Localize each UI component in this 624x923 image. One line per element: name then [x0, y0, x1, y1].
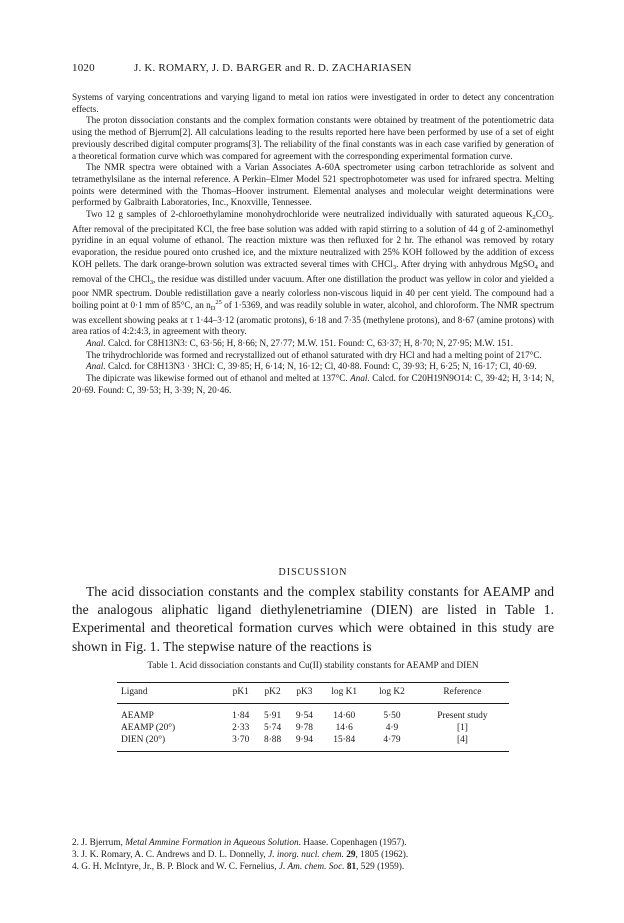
- reference-item: [72, 861, 554, 873]
- cell-pk1: 1·84: [232, 711, 250, 721]
- paragraph-concentration: Systems of varying concentrations and varying ligand to metal ion ratios were investigated in order to detect any concentration effects.: [72, 92, 554, 114]
- cell-logk2: 5·50: [383, 711, 401, 721]
- anal-label: Anal.: [86, 338, 106, 349]
- discussion-paragraph: The acid dissociation constants and the complex stability constants for AEAMP and the analogous aliphatic ligand diethylenetriamine (DIEN) are listed in Table 1. Experimental and theoretical formation curves which were obtained in this study are shown in Fig. 1. The stepwise nature of the reactions is: [72, 584, 554, 654]
- reference-journal: J. inorg. nucl. chem.: [268, 850, 344, 861]
- reference-authors: 3. J. K. Romary, A. C. Andrews and D. L. Donnelly,: [72, 850, 269, 861]
- paragraph-synthesis: Two 12 g samples of 2-chloroethylamine monohydrochloride were neutralized individually with saturated aqueous $K_2CO_3$. After removal of the precipitated KCl, the free base solution was added with rapid stirring to a solution of 44 g of 2-aminomethyl pyridine in an equal volume of ethanol. The reaction mixture was then refluxed for 2 hr. The ethanol was removed by rotary evaporation, the residue poured onto crushed ice, and the mixture neutralized with 25% KOH followed by the addition of excess KOH pellets. The dark orange-brown solution was extracted several times with CHCl$_3$. After drying with anhydrous MgSO$_4$ and removal of the CHCl$_3$, the residue was distilled under vacuum. After one distillation the product was yellow in color and yielded a poor NMR spectrum. Double redistillation gave a nearly colorless non-viscous liquid in 40 per cent yield. The compound had a boiling point at 0·1 mm of 85°C, an $n_D^{25}$ of 1·5369, and was readily soluble in water, alcohol, and chloroform. The NMR spectrum was excellent showing peaks at τ 1·44–3·12 (aromatic protons), 6·18 and 7·35 (methylene protons), and 8·67 (amine protons) with area ratios of 4:2:4:3, in agreement with theory.: [72, 209, 555, 337]
- col-header-reference: Reference: [416, 683, 509, 704]
- anal-label: Anal.: [350, 373, 370, 384]
- reference-details: . Haase. Copenhagen (1957).: [298, 838, 407, 848]
- cell-reference: [4]: [416, 735, 509, 752]
- reference-authors: 2. J. Bjerrum,: [72, 838, 126, 848]
- cell-pk3: 9·94: [288, 735, 320, 752]
- cell-pk3: 9·54: [295, 711, 313, 721]
- cell-logk1: 14·6: [335, 722, 353, 733]
- synthesis-text-4: . After drying with anhydrous MgSO: [396, 258, 535, 269]
- reference-volume: 29: [343, 850, 356, 861]
- cell-logk2: 4·9: [385, 722, 399, 733]
- reference-details: , 529 (1959).: [356, 862, 405, 873]
- cell-reference: Present study: [437, 711, 488, 721]
- table-caption: Table 1. Acid dissociation constants and Cu(II) stability constants for AEAMP and DIEN: [147, 661, 479, 671]
- constants-table: [117, 682, 509, 752]
- anal-text: Calcd. for C8H13N3: C, 63·56; H, 8·66; N, 27·77; M.W. 151. Found: C, 63·37; H, 8·70; N, 27·95; M.W. 151.: [105, 338, 514, 349]
- paragraph-trihydrochloride: The trihydrochloride was formed and recrystallized out of ethanol saturated with dry HCl and had a melting point of 217°C.: [86, 349, 542, 360]
- col-header-logk2: log K2: [368, 683, 416, 704]
- reference-authors: 4. G. H. McIntyre, Jr., B. P. Block and W. C. Fernelius,: [72, 862, 279, 873]
- synthesis-text-6: , the residue was distilled under vacuum. After one distillation the product was yellow in color and yielded a poor NMR spectrum. Double redistillation gave a nearly colorless non-viscous liquid in 40 per cent yield. The compound had a boiling point at 0·1 mm of 85°C, an n: [72, 273, 554, 310]
- paragraph-instruments: The NMR spectra were obtained with a Varian Associates A-60A spectrometer using carbon tetrachloride as solvent and tetramethylsilane as the internal reference. A Perkin–Elmer Model 521 spectrophotometer was used for infrared spectra. Melting points were determined with the Thomas–Hoover instrument. Elemental analyses and molecular weight determinations were performed by Galbraith Laboratories, Inc., Knoxville, Tennessee.: [72, 162, 554, 208]
- col-header-pk3: pK3: [288, 683, 320, 704]
- cell-ligand: AEAMP (20°): [121, 722, 176, 733]
- cell-ligand: DIEN (20°): [117, 735, 225, 752]
- cell-pk2: 5·74: [263, 722, 282, 733]
- page-number: 1020: [72, 62, 95, 74]
- cell-pk1: 3·70: [225, 735, 257, 752]
- discussion-section: [72, 583, 554, 656]
- table-1: [117, 660, 509, 752]
- running-header: [72, 62, 554, 78]
- paragraph-analysis-hcl: [72, 361, 554, 373]
- paragraph-calculations: The proton dissociation constants and the complex formation constants were obtained by treatment of the potentiometric data using the method of Bjerrum[2]. All calculations leading to the results reported here have been performed by use of a set of eight previously described digital computer programs[3]. The reliability of the final constants was in each case varified by generation of a theoretical formation curve which was compared for agreement with the corresponding experimental formation curve.: [72, 115, 554, 161]
- table-header-row: [117, 683, 509, 704]
- col-header-pk1: pK1: [225, 683, 257, 704]
- synthesis-text-2: CO: [535, 209, 549, 220]
- reference-list: [72, 837, 554, 874]
- cell-logk1: 14·60: [333, 711, 356, 721]
- col-header-pk2: pK2: [257, 683, 289, 704]
- cell-pk2: 8·88: [257, 735, 289, 752]
- reference-volume: 81: [344, 862, 357, 873]
- synthesis-text-5: and removal of the CHCl: [72, 258, 554, 284]
- cell-ligand: AEAMP: [121, 711, 154, 721]
- reference-details: , 1805 (1962).: [355, 850, 409, 861]
- col-header-logk1: log K1: [320, 683, 368, 704]
- cell-logk2: 4·79: [368, 735, 416, 752]
- table-row: [117, 704, 509, 723]
- experimental-section: [72, 92, 554, 397]
- reference-title: Metal Ammine Formation in Aqueous Solution: [125, 838, 299, 848]
- paragraph-analysis-base: [72, 338, 554, 350]
- col-header-ligand: Ligand: [117, 683, 225, 704]
- cell-pk1: 2·33: [232, 722, 250, 733]
- reference-journal: J. Am. chem. Soc.: [278, 862, 345, 873]
- anal-label: Anal.: [86, 361, 106, 372]
- running-header-authors: J. K. ROMARY, J. D. BARGER and R. D. ZACHARIASEN: [134, 62, 412, 74]
- dipicrate-anal-text: Calcd. for C20H19N9O14: C, 39·42; H, 3·14; N, 20·69. Found: C, 39·53; H, 3·39; N, 20·46.: [72, 373, 554, 395]
- table-row: [117, 723, 509, 735]
- cell-pk3: 9·78: [295, 722, 313, 733]
- reference-item: [72, 837, 554, 849]
- synthesis-text-1: Two 12 g samples of 2-chloroethylamine monohydrochloride were neutralized individually with saturated aqueous K: [86, 209, 533, 220]
- cell-pk2: 5·91: [263, 711, 282, 721]
- table-row: [117, 735, 509, 752]
- cell-logk1: 15·84: [320, 735, 368, 752]
- dipicrate-text: The dipicrate was likewise formed out of ethanol and melted at 137°C.: [86, 373, 351, 384]
- synthesis-text-3: . After removal of the precipitated KCl, the free base solution was added with rapid stirring to a solution of 44 g of 2-aminomethyl pyridine in an equal volume of ethanol. The reaction mixture was then refluxed for 2 hr. The ethanol was removed by rotary evaporation, the residue poured onto crushed ice, and the mixture neutralized with 25% KOH followed by the addition of excess KOH pellets. The dark orange-brown solution was extracted several times with CHCl: [72, 209, 554, 269]
- synthesis-text-7: of 1·5369, and was readily soluble in water, alcohol, and chloroform. The NMR spectrum was excellent showing peaks at τ 1·44–3·12 (aromatic protons), 6·18 and 7·35 (methylene protons), and 8·67 (amine protons) with area ratios of 4:2:4:3, in agreement with theory.: [72, 299, 555, 337]
- anal-text: Calcd. for C8H13N3 · 3HCl: C, 39·85; H, 6·14; N, 16·12; Cl, 40·88. Found: C, 39·93; H, 6·25; N, 16·17; Cl, 40·69.: [105, 361, 537, 372]
- cell-reference: [1]: [456, 722, 468, 733]
- paragraph-dipicrate: [72, 373, 554, 396]
- reference-item: [72, 849, 554, 861]
- section-heading-discussion: DISCUSSION: [278, 567, 348, 578]
